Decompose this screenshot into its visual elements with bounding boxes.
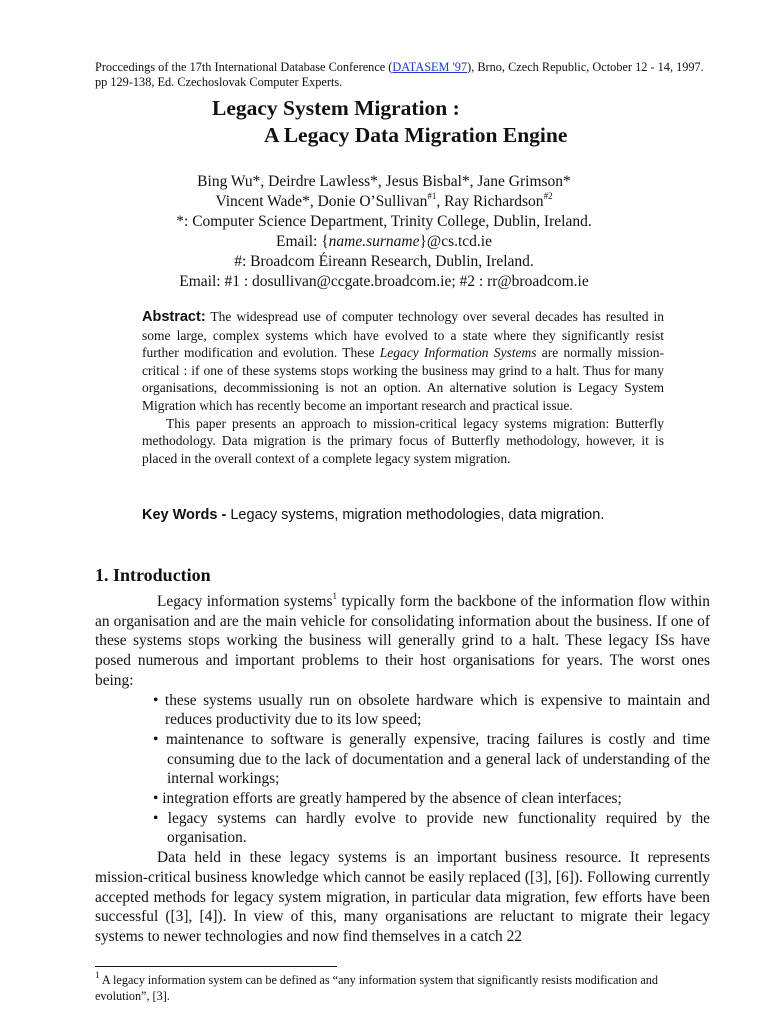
proceedings-suffix: ), Brno, Czech Republic, October 12 - 14, 1997. pp 129-138, Ed. Czechoslovak Computer Experts.	[95, 60, 704, 89]
authors-line-1: Bing Wu*, Deirdre Lawless*, Jesus Bisbal*, Jane Grimson*	[197, 173, 571, 190]
intro-paragraph-1	[95, 592, 710, 691]
affiliation-2: #: Broadcom Éireann Research, Dublin, Ireland.	[234, 253, 534, 270]
authors-line-2	[100, 192, 668, 212]
authors-line-2-part-a: Vincent Wade*, Donie O’Sullivan	[215, 193, 428, 210]
footnote	[95, 969, 710, 1004]
abstract-text-b: are normally mission-critical : if one of these systems stops working the business may grind to a halt. Thus for many organisations, decommissioning is not an option. An alternative solution is Legacy System Migration which has recently become an important research and practical issue.	[142, 345, 664, 413]
footnote-text: A legacy information system can be defined as “any information system that significantly resists modification and evolution”, [3].	[95, 973, 658, 1003]
intro-text-b: typically form the backbone of the information flow within an organisation and are the main vehicle for consolidating information about the business. If one of these systems stops working the business will generally grind to a halt. These legacy ISs have posed numerous and important problems to their host organisations for years. The worst ones being:	[95, 593, 710, 689]
abstract-label: Abstract:	[142, 309, 206, 325]
email-2: Email: #1 : dosullivan@ccgate.broadcom.ie; #2 : rr@broadcom.ie	[179, 273, 589, 290]
abstract-paragraph-1	[142, 308, 664, 415]
title-line-2: A Legacy Data Migration Engine	[264, 123, 568, 147]
email-1-prefix: Email: {	[276, 233, 329, 250]
footnote-marker[interactable]: 1	[332, 590, 337, 601]
email-1-placeholder: name.surname	[328, 233, 420, 250]
intro-text-a: Legacy information systems	[157, 593, 333, 610]
affiliation-mark-1: #1	[427, 190, 437, 201]
keywords	[142, 506, 702, 524]
author-block	[100, 172, 668, 292]
introduction-body	[95, 592, 710, 947]
section-heading: 1. Introduction	[95, 565, 211, 585]
proceedings-prefix: Proccedings of the 17th International Database Conference (	[95, 60, 393, 74]
datasem-link[interactable]: DATASEM '97	[392, 60, 468, 74]
abstract-text-a: The widespread use of computer technology over several decades has resulted in some large, complex systems which have evolved to a state where they significantly resist further modification and evolution. These	[142, 309, 664, 361]
footnote-divider	[95, 966, 337, 967]
email-1	[100, 232, 668, 252]
keywords-label: Key Words -	[142, 507, 227, 523]
list-item: • maintenance to software is generally expensive, tracing failures is costly and time consuming due to the lack of documentation and a general lack of understanding of the internal workings;	[153, 730, 710, 788]
keywords-text: Legacy systems, migration methodologies, data migration.	[226, 507, 605, 523]
affiliation-1: *: Computer Science Department, Trinity College, Dublin, Ireland.	[176, 213, 592, 230]
authors-line-2-part-b: , Ray Richardson	[436, 193, 544, 210]
footnote-number: 1	[95, 969, 100, 980]
abstract-italic-term: Legacy Information Systems	[379, 345, 537, 361]
title-line-1: Legacy System Migration :	[212, 96, 460, 120]
list-item: • legacy systems can hardly evolve to provide new functionality required by the organisation.	[153, 809, 710, 847]
abstract	[142, 308, 664, 467]
list-item: • these systems usually run on obsolete hardware which is expensive to maintain and reduces productivity due to its low speed;	[153, 691, 710, 729]
proceedings-line	[95, 60, 715, 90]
abstract-paragraph-2: This paper presents an approach to mission-critical legacy systems migration: Butterfly methodology. Data migration is the primary focus of Butterfly methodology, however, it is placed in the overall context of a complete legacy system migration.	[142, 415, 664, 466]
list-item: • integration efforts are greatly hampered by the absence of clean interfaces;	[153, 790, 622, 808]
email-1-domain: }@cs.tcd.ie	[419, 233, 492, 250]
intro-paragraph-2: Data held in these legacy systems is an important business resource. It represents mission-critical business knowledge which cannot be easily replaced ([3], [6]). Following currently accepted methods for legacy system migration, in particular data migration, few efforts have been successful ([3], [4]). In view of this, many organisations are reluctant to migrate their legacy systems to newer technologies and now find themselves in a catch 22	[95, 849, 710, 945]
problem-list	[95, 691, 710, 849]
affiliation-mark-2: #2	[543, 190, 553, 201]
